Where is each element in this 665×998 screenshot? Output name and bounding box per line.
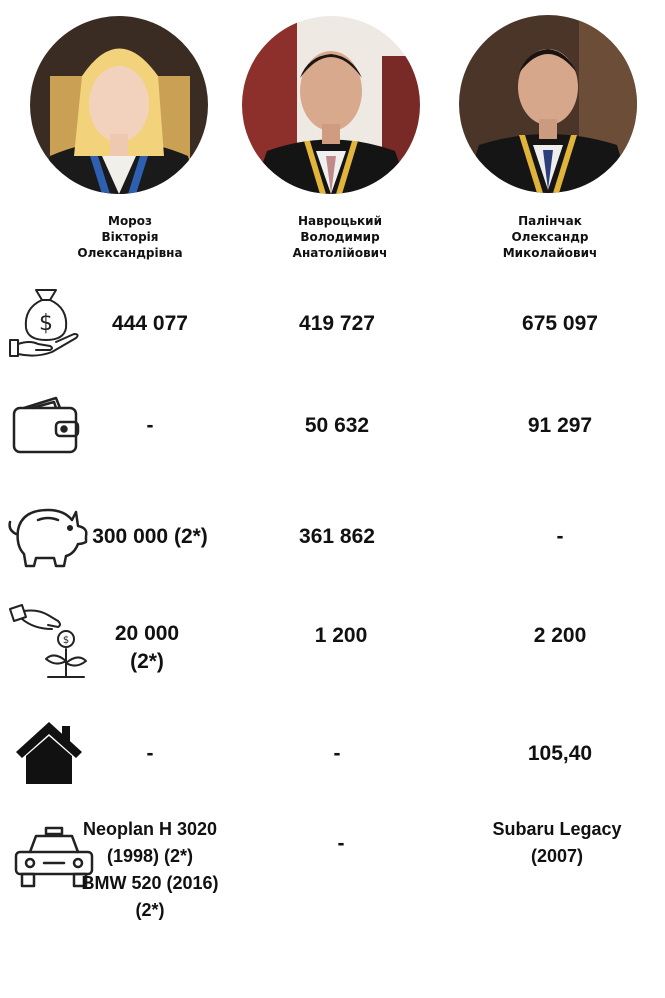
house-icon bbox=[14, 718, 84, 786]
investments-palinchak: 2 200 bbox=[533, 624, 587, 647]
svg-text:$: $ bbox=[62, 635, 70, 646]
investments-moroz: 20 000 (2*) bbox=[114, 622, 180, 673]
judge-name-1: Мороз Вікторія Олександрівна bbox=[77, 214, 183, 260]
income-moroz: 444 077 bbox=[112, 312, 188, 335]
real-estate-moroz: - bbox=[146, 742, 154, 765]
vehicles-navrotskyi: - bbox=[337, 832, 345, 855]
portrait-navrotskyi bbox=[242, 16, 420, 194]
vehicles-palinchak: Subaru Legacy (2007) bbox=[492, 819, 622, 866]
savings-moroz: 300 000 (2*) bbox=[92, 525, 208, 548]
cash-navrotskyi: 50 632 bbox=[304, 414, 370, 437]
investments-navrotskyi: 1 200 bbox=[314, 624, 368, 647]
wallet-icon bbox=[10, 394, 82, 456]
money-bag-hand-icon bbox=[6, 284, 82, 360]
savings-palinchak: - bbox=[556, 525, 564, 548]
vehicles-moroz: Neoplan H 3020 (1998) (2*) BMW 520 (2016) (2*) bbox=[81, 819, 219, 920]
cash-palinchak: 91 297 bbox=[527, 414, 593, 437]
cash-moroz: - bbox=[146, 414, 154, 437]
judge-name-2: Навроцький Володимир Анатолійович bbox=[292, 214, 388, 260]
real-estate-palinchak: 105,40 bbox=[527, 742, 593, 765]
portrait-palinchak bbox=[459, 15, 637, 193]
income-navrotskyi: 419 727 bbox=[299, 312, 375, 335]
judge-name-3: Палінчак Олександр Миколайович bbox=[502, 214, 598, 260]
svg-text:$: $ bbox=[39, 311, 53, 336]
portrait-moroz bbox=[30, 16, 208, 194]
income-palinchak: 675 097 bbox=[522, 312, 598, 335]
savings-navrotskyi: 361 862 bbox=[299, 525, 375, 548]
real-estate-navrotskyi: - bbox=[333, 742, 341, 765]
